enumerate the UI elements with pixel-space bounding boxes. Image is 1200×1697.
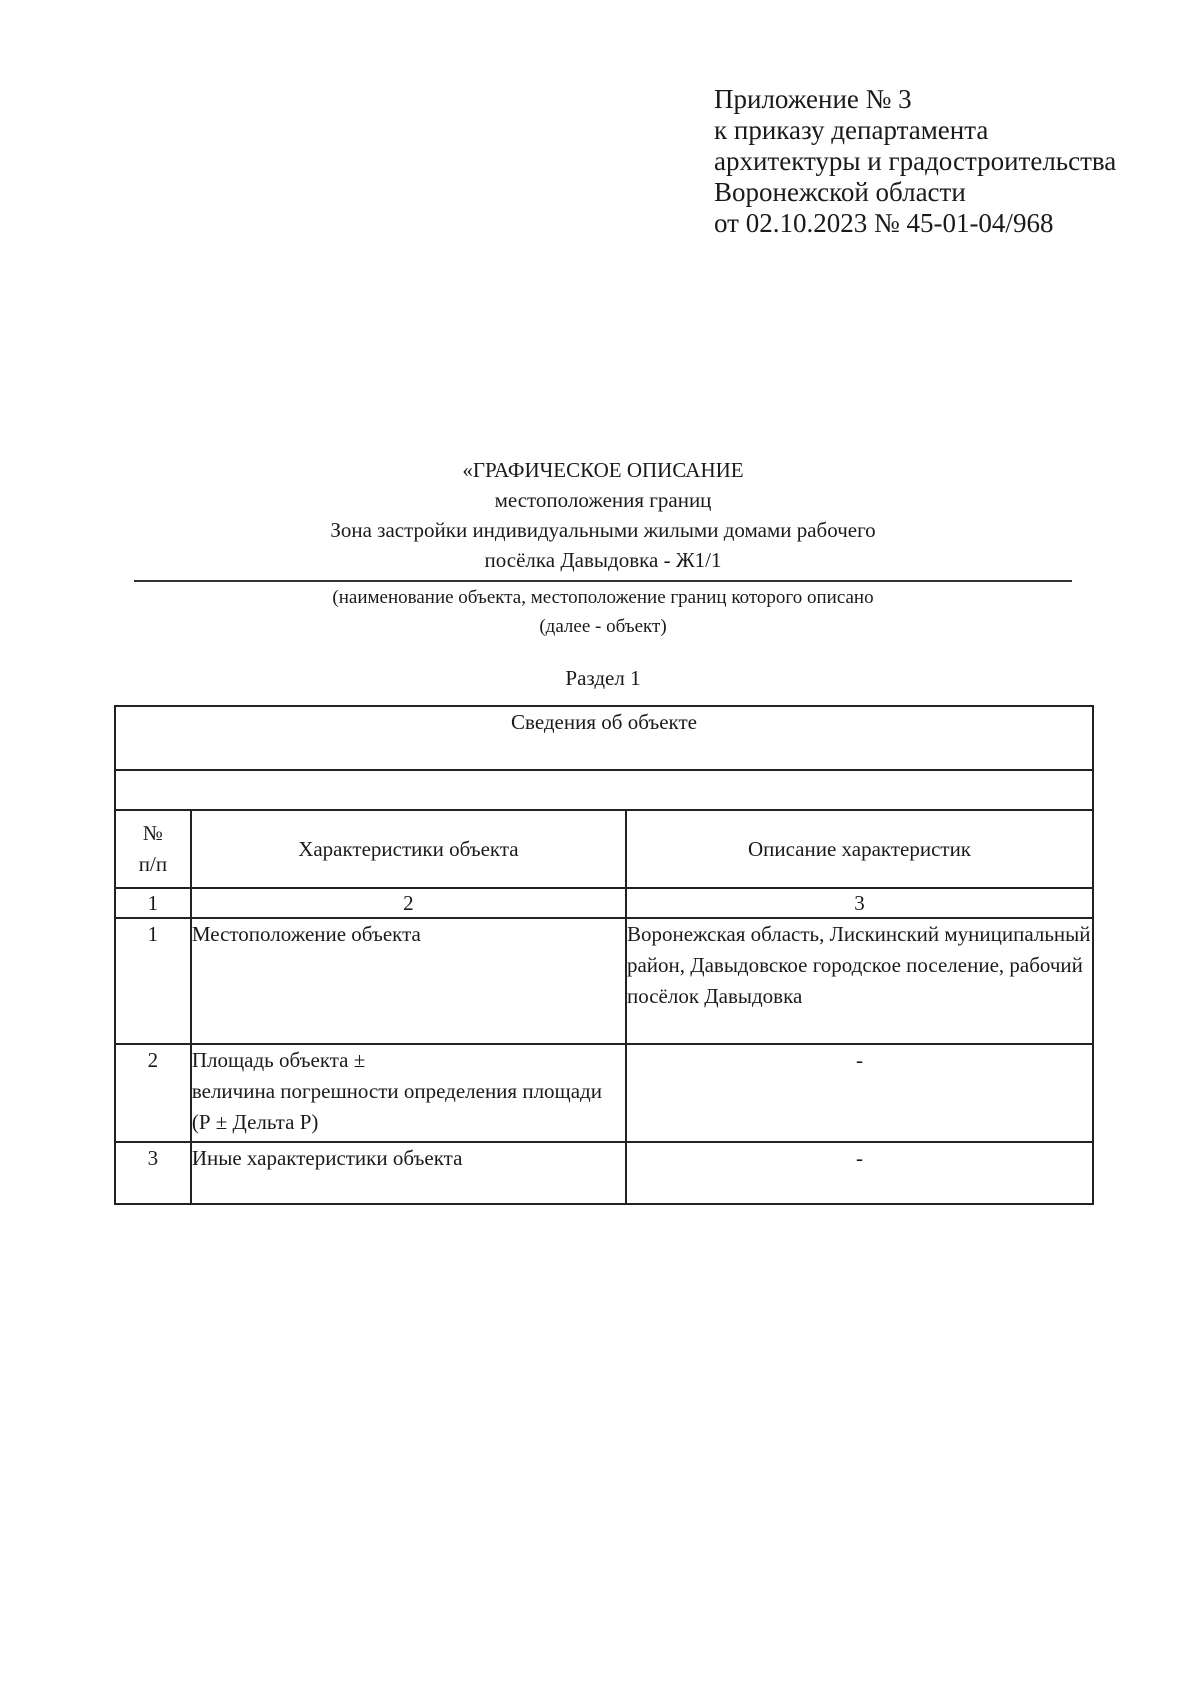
title-underline	[134, 580, 1072, 582]
row-number: 3	[115, 1142, 191, 1204]
subnote-line: (далее - объект)	[539, 616, 667, 637]
column-headers-row	[115, 810, 1093, 888]
table-header-row	[115, 706, 1093, 770]
column-header-characteristic: Характеристики объекта	[191, 810, 626, 888]
appendix-block	[714, 84, 1116, 239]
table-row	[115, 918, 1093, 1044]
object-info-table	[114, 705, 1094, 1205]
subnote-line: (наименование объекта, местоположение границ которого описано	[332, 587, 874, 608]
appendix-line: Приложение № 3	[714, 84, 912, 114]
row-characteristic: Местоположение объекта	[191, 918, 626, 1044]
appendix-line: архитектуры и градостроительства	[714, 146, 1117, 176]
row-description: Воронежская область, Лискинский муниципальный район, Давыдовское городское поселение, рабочий посёлок Давыдовка	[626, 918, 1093, 1044]
row-description: -	[626, 1044, 1093, 1142]
table-row	[115, 1142, 1093, 1204]
column-number: 3	[626, 888, 1093, 918]
table-header: Сведения об объекте	[115, 706, 1093, 770]
appendix-line: от 02.10.2023 № 45-01-04/968	[714, 208, 1054, 238]
column-numbers-row	[115, 888, 1093, 918]
row-characteristic: Площадь объекта ± величина погрешности определения площади (Р ± Дельта Р)	[191, 1044, 626, 1142]
document-title	[134, 455, 1072, 575]
title-line: Зона застройки индивидуальными жилыми домами рабочего	[330, 518, 876, 542]
column-header-num: № п/п	[115, 810, 191, 888]
table-row	[115, 1044, 1093, 1142]
appendix-line: к приказу департамента	[714, 115, 989, 145]
appendix-line: Воронежской области	[714, 177, 966, 207]
table-empty-row	[115, 770, 1093, 810]
row-characteristic: Иные характеристики объекта	[191, 1142, 626, 1204]
row-description: -	[626, 1142, 1093, 1204]
row-number: 2	[115, 1044, 191, 1142]
row-number: 1	[115, 918, 191, 1044]
section-title: Раздел 1	[565, 666, 641, 690]
title-line: «ГРАФИЧЕСКОЕ ОПИСАНИЕ	[462, 458, 744, 482]
empty-cell	[115, 770, 1093, 810]
column-header-description: Описание характеристик	[626, 810, 1093, 888]
column-number: 2	[191, 888, 626, 918]
column-number: 1	[115, 888, 191, 918]
title-line: местоположения границ	[494, 488, 712, 512]
title-subnote	[134, 583, 1072, 641]
title-line: посёлка Давыдовка - Ж1/1	[484, 548, 722, 572]
